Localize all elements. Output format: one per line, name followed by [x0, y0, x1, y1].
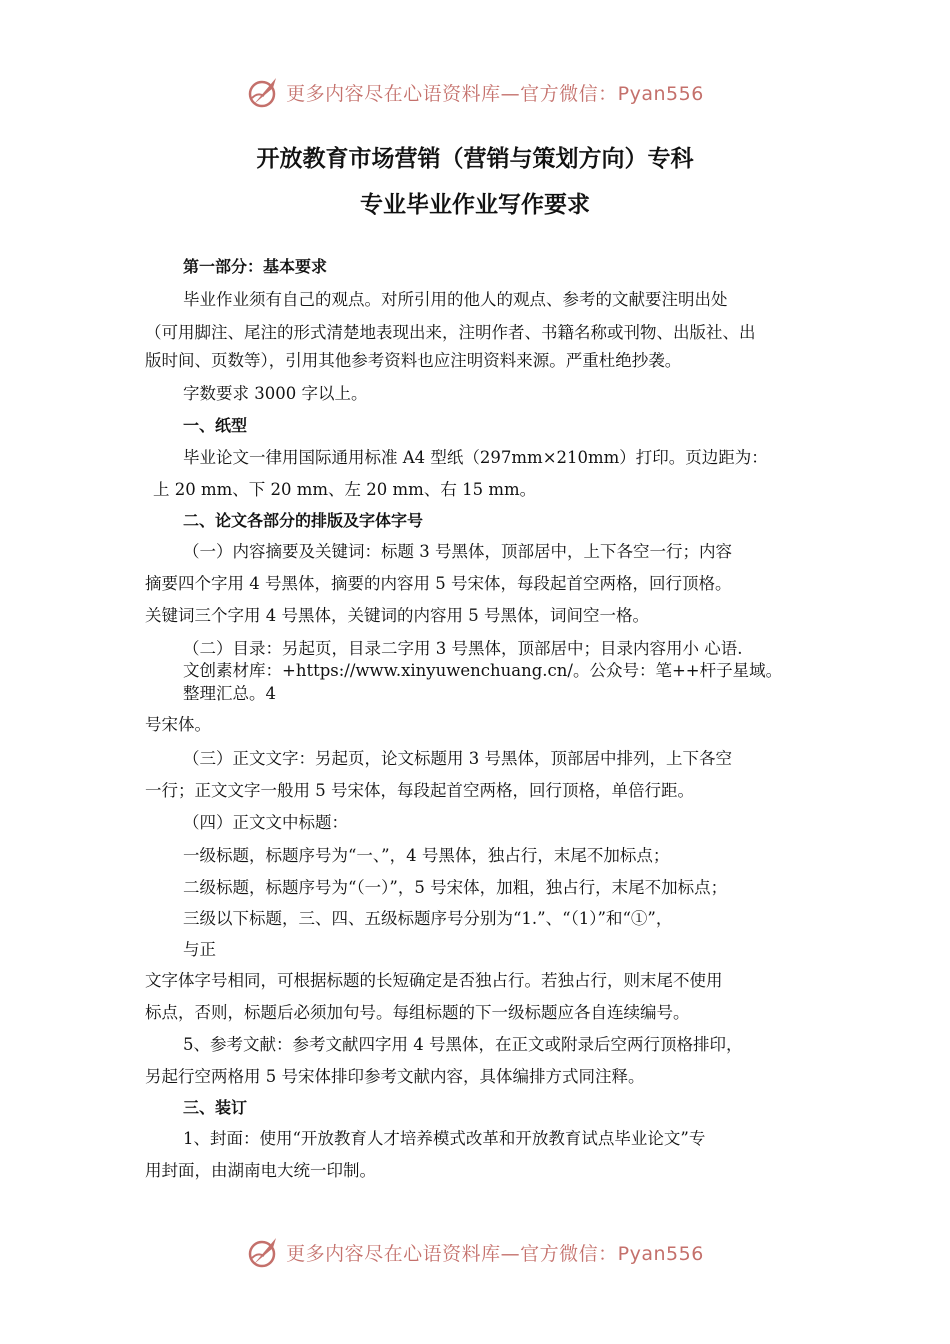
- paragraph-line: 版时间、页数等），引用其他参考资料也应注明资料来源。严重杜绝抄袭。: [145, 351, 682, 370]
- paragraph-line: 毕业论文一律用国际通用标准 A4 型纸（297mm×210mm）打印。页边距为：: [183, 448, 768, 467]
- watermark-top: [0, 72, 950, 112]
- paragraph-line: 关键词三个字用 4 号黑体，关键词的内容用 5 号黑体，词间空一格。: [145, 606, 649, 625]
- paragraph-line: 毕业作业须有自己的观点。对所引用的他人的观点、参考的文献要注明出处: [183, 290, 728, 309]
- paragraph-line: 文字体字号相同，可根据标题的长短确定是否独占行。若独占行，则末尾不使用: [145, 971, 723, 990]
- watermark-text: 更多内容尽在心语资料库—官方微信：Pyan556: [286, 1242, 704, 1265]
- paragraph-line: 5、参考文献：参考文献四字用 4 号黑体，在正文或附录后空两行顶格排印，: [183, 1035, 743, 1054]
- doc-title-line-1: 开放教育市场营销（营销与策划方向）专科: [256, 146, 694, 172]
- paragraph-line: 摘要四个字用 4 号黑体，摘要的内容用 5 号宋体，每段起首空两格，回行顶格。: [145, 574, 732, 593]
- paragraph-line: 与正: [183, 940, 216, 959]
- watermark-bottom: [0, 1232, 950, 1272]
- section-heading-basic: 第一部分：基本要求: [183, 257, 328, 276]
- paragraph-line: （三）正文文字：另起页，论文标题用 3 号黑体，顶部居中排列，上下各空: [183, 749, 732, 768]
- paragraph-line: （二）目录：另起页，目录二字用 3 号黑体，顶部居中；目录内容用小 心语.: [183, 639, 743, 658]
- paragraph-line: （一）内容摘要及关键词：标题 3 号黑体，顶部居中，上下各空一行；内容: [183, 542, 732, 561]
- quill-logo-icon: [246, 74, 282, 110]
- paragraph-line: 三级以下标题，三、四、五级标题序号分别为“1.”、“（1）”和“①”，: [183, 909, 673, 928]
- paragraph-line: 字数要求 3000 字以上。: [183, 384, 368, 403]
- section-heading-paper: 一、纸型: [183, 416, 248, 435]
- paragraph-line: 用封面，由湖南电大统一印制。: [145, 1161, 376, 1180]
- paragraph-line: 二级标题，标题序号为“（一）”，5 号宋体，加粗，独占行，末尾不加标点；: [183, 878, 728, 897]
- paragraph-line: （可用脚注、尾注的形式清楚地表现出来，注明作者、书籍名称或刊物、出版社、出: [145, 323, 756, 342]
- section-heading-layout: 二、论文各部分的排版及字体字号: [183, 511, 424, 530]
- watermark-text: 更多内容尽在心语资料库—官方微信：Pyan556: [286, 82, 704, 105]
- paragraph-line: 另起行空两格用 5 号宋体排印参考文献内容，具体编排方式同注释。: [145, 1067, 645, 1086]
- paragraph-line: 上 20 mm、下 20 mm、左 20 mm、右 15 mm。: [153, 480, 537, 499]
- paragraph-line: 1、封面：使用“开放教育人才培养模式改革和开放教育试点毕业论文”专: [183, 1129, 706, 1148]
- paragraph-line: 整理汇总。4: [183, 684, 276, 703]
- paragraph-line: 一行；正文文字一般用 5 号宋体，每段起首空两格，回行顶格，单倍行距。: [145, 781, 694, 800]
- paragraph-line: 号宋体。: [145, 715, 211, 734]
- section-heading-binding: 三、装订: [183, 1098, 248, 1117]
- paragraph-line: 文创素材库：+https://www.xinyuwenchuang.cn/。公众号：笔++杆子星域。: [183, 661, 783, 680]
- paragraph-line: 一级标题，标题序号为“一、”，4 号黑体，独占行，末尾不加标点；: [183, 846, 670, 865]
- paragraph-line: （四）正文文中标题：: [183, 813, 348, 832]
- paragraph-line: 标点，否则，标题后必须加句号。每组标题的下一级标题应各自连续编号。: [145, 1003, 690, 1022]
- doc-title-line-2: 专业毕业作业写作要求: [360, 192, 590, 218]
- quill-logo-icon: [246, 1234, 282, 1270]
